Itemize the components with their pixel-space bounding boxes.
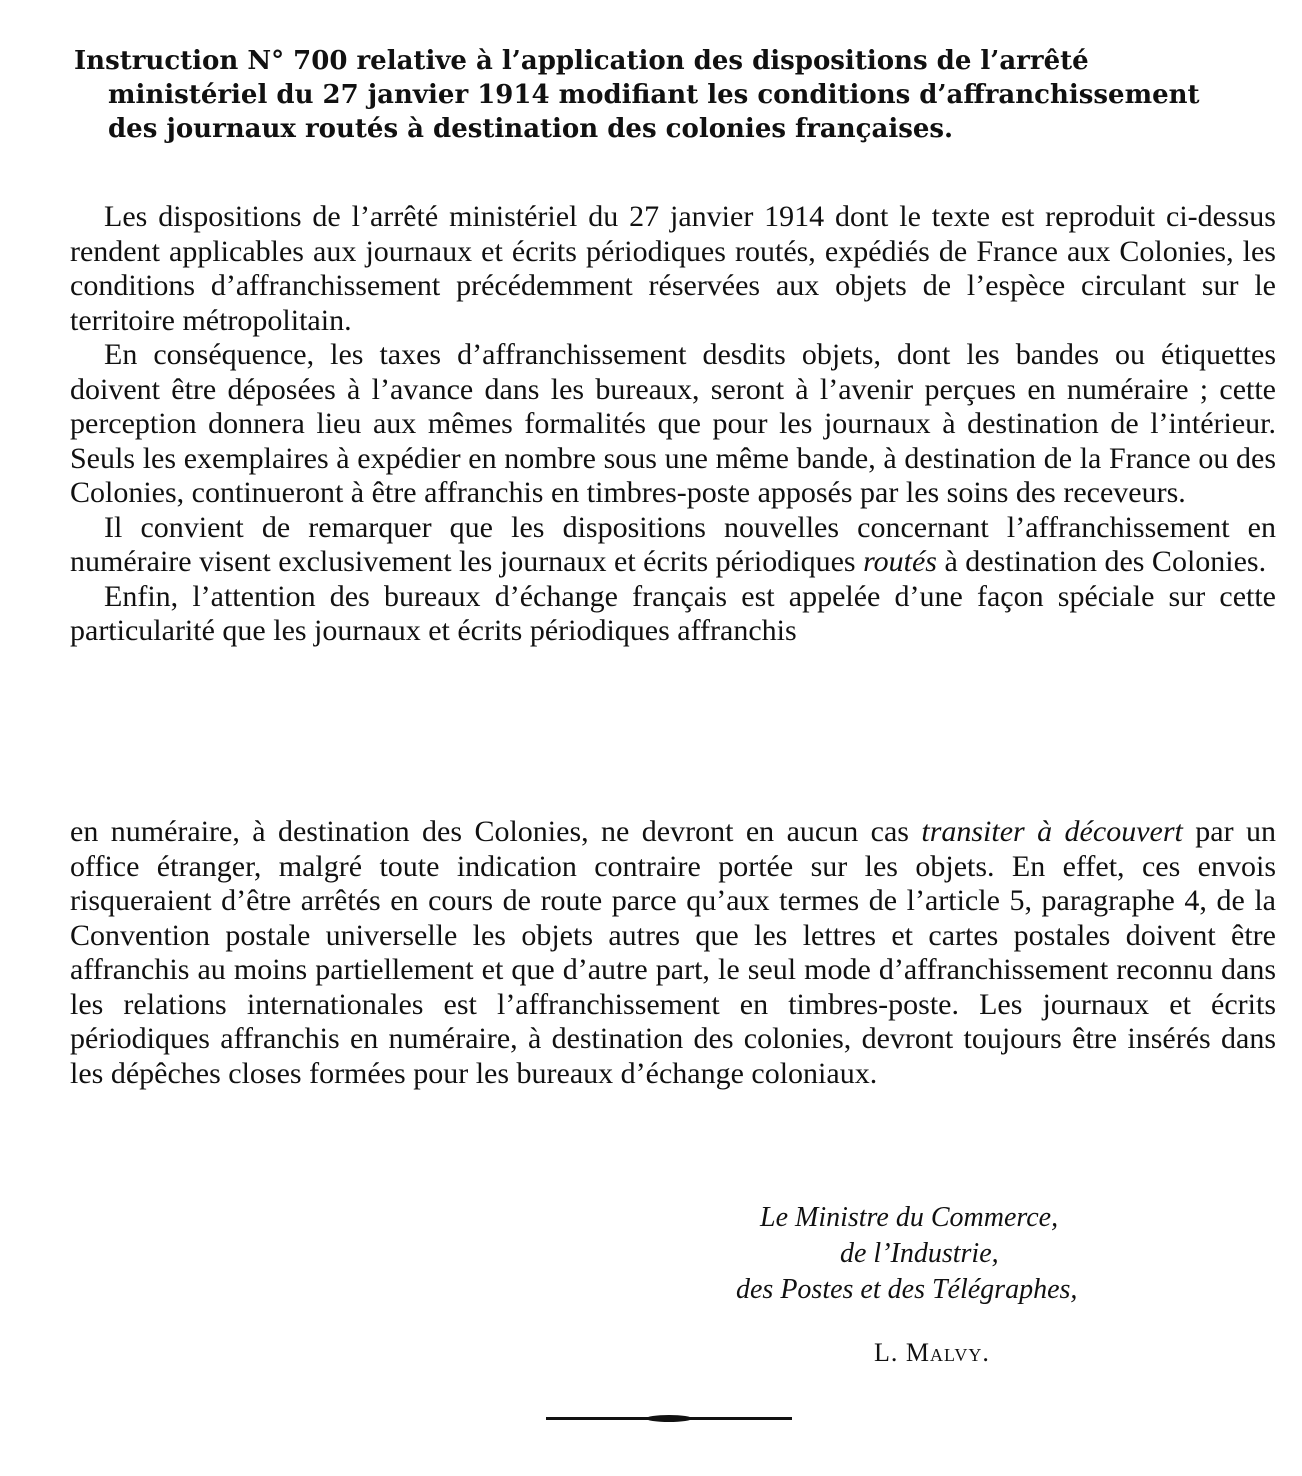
closing-rule [546, 1417, 792, 1420]
paragraph-5-text: en numéraire, à destination des Colonies, ne devront en aucun cas [70, 815, 922, 848]
paragraph-3-italic: routés [863, 545, 937, 578]
body-upper [70, 200, 1276, 649]
paragraph-5-tail: par un office étranger, malgré toute indication contraire portée sur les objets. En effet, ces envois risqueraient d’être arrêtés en cours de route parce qu’aux termes de l’article 5, paragraphe 4, de la Convention postale universelle les objets autres que les lettres et cartes postales doivent être affranchis au moins partiellement et que d’autre part, le seul mode d’affranchissement reconnu dans les relations internationales est l’affranchissement en timbres-poste. Les journaux et écrits périodiques affranchis en numéraire, à destination des colonies, devront toujours être insérés dans les dépêches closes formées pour les bureaux d’échange coloniaux. [70, 815, 1276, 1090]
signer-name: L. Malvy. [874, 1338, 990, 1367]
title-line-3: des journaux routés à destination des colonies françaises. [108, 114, 954, 144]
title-line-2: ministériel du 27 janvier 1914 modifiant les conditions d’affranchissement [108, 80, 1200, 110]
paragraph-2: En conséquence, les taxes d’affranchissement desdits objets, dont les bandes ou étiquettes doivent être déposées à l’avance dans les bureaux, seront à l’avenir perçues en numéraire ; cette perception donnera lieu aux mêmes formalités que pour les journaux à destination de l’intérieur. Seuls les exemplaires à expédier en nombre sous une même bande, à destination de la France ou des Colonies, continueront à être affranchis en timbres-poste apposés par les soins des receveurs. [70, 338, 1276, 509]
paragraph-4: Enfin, l’attention des bureaux d’échange français est appelée d’une façon spéciale sur cette particularité que les journaux et écrits périodiques affranchis [70, 579, 1276, 647]
signature-block [690, 1200, 1210, 1308]
signature-line-1: Le Ministre du Commerce, [760, 1202, 1059, 1233]
body-lower [70, 815, 1276, 1091]
paragraph-5-italic: transiter à découvert [921, 815, 1183, 848]
title-line-1: Instruction N° 700 relative à l’application des dispositions de l’arrêté [74, 46, 1089, 76]
signature-line-3: des Postes et des Télégraphes, [736, 1274, 1078, 1305]
paragraph-1: Les dispositions de l’arrêté ministériel du 27 janvier 1914 dont le texte est reproduit ci-dessus rendent applicables aux journaux et écrits périodiques routés, expédiés de France aux Colonies, les conditions d’affranchissement précédemment réservées aux objets de l’espèce circulant sur le territoire métropolitain. [70, 200, 1276, 337]
paragraph-3 [70, 511, 1276, 580]
paragraph-3-text: Il convient de remarquer que les dispositions nouvelles concernant l’affranchissement en numéraire visent exclusivement les journaux et écrits périodiques [70, 510, 1276, 578]
signature-line-2: de l’Industrie, [840, 1238, 999, 1269]
instruction-title [74, 44, 1284, 146]
paragraph-5 [70, 815, 1276, 1091]
paragraph-3-tail: à destination des Colonies. [936, 545, 1267, 578]
